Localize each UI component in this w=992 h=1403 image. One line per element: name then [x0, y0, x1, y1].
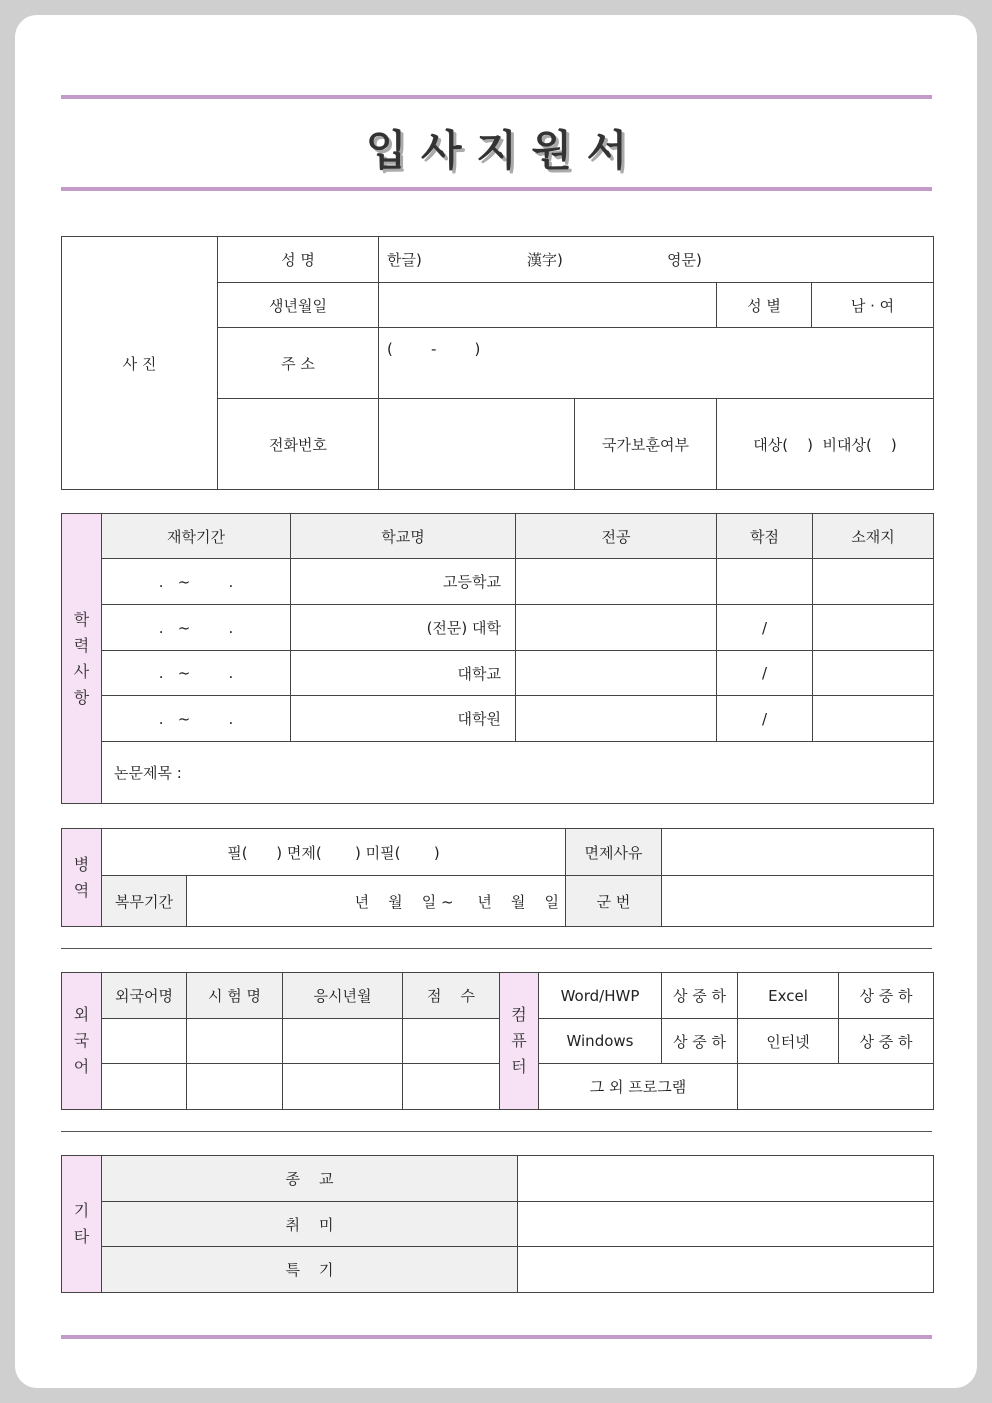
lang-header-name: 외국어명	[102, 973, 187, 1019]
lang-test-field[interactable]	[187, 1019, 283, 1064]
photo-box[interactable]	[62, 237, 218, 490]
computer-item-windows: Windows	[539, 1019, 662, 1064]
education-section-label: 학력사항	[62, 514, 102, 804]
edu-school-field[interactable]: (전문) 대학	[291, 605, 516, 651]
language-section-label: 외국어	[62, 973, 102, 1110]
edu-header-gpa: 학점	[717, 514, 813, 559]
edu-period-field[interactable]: . ~ .	[102, 696, 291, 742]
table-row	[62, 696, 934, 742]
lang-name-field[interactable]	[102, 1019, 187, 1064]
address-field[interactable]: ( - )	[379, 328, 934, 399]
thesis-label: 논문제목 :	[114, 764, 182, 782]
computer-item-internet: 인터넷	[738, 1019, 839, 1064]
name-english-label: 영문)	[667, 251, 702, 269]
language-computer-table	[61, 972, 934, 1110]
divider	[61, 948, 932, 949]
edu-header-major: 전공	[516, 514, 717, 559]
edu-gpa-field[interactable]: /	[717, 651, 813, 696]
lang-header-score: 점 수	[403, 973, 500, 1019]
edu-major-field[interactable]	[516, 696, 717, 742]
table-row	[62, 605, 934, 651]
military-table	[61, 828, 934, 927]
other-program-label: 그 외 프로그램	[539, 1064, 738, 1110]
lang-date-field[interactable]	[283, 1019, 403, 1064]
edu-major-field[interactable]	[516, 559, 717, 605]
photo-label: 사 진	[122, 354, 157, 373]
other-program-field[interactable]	[738, 1064, 934, 1110]
computer-level-word[interactable]: 상 중 하	[662, 973, 738, 1019]
divider	[61, 1131, 932, 1132]
address-label: 주 소	[218, 328, 379, 399]
hobby-label: 취 미	[102, 1202, 518, 1247]
religion-field[interactable]	[518, 1156, 934, 1202]
edu-gpa-field[interactable]	[717, 559, 813, 605]
gender-label: 성 별	[717, 283, 812, 328]
computer-section-label: 컴퓨터	[500, 973, 539, 1110]
computer-item-word: Word/HWP	[539, 973, 662, 1019]
edu-header-period: 재학기간	[102, 514, 291, 559]
religion-label: 종 교	[102, 1156, 518, 1202]
service-period-label: 복무기간	[102, 876, 187, 927]
lang-score-field[interactable]	[403, 1019, 500, 1064]
serial-number-field[interactable]	[662, 876, 934, 927]
name-field[interactable]	[379, 237, 934, 283]
edu-school-field[interactable]: 고등학교	[291, 559, 516, 605]
exemption-reason-field[interactable]	[662, 829, 934, 876]
personal-info-table	[61, 236, 934, 490]
lang-header-date: 응시년월	[283, 973, 403, 1019]
edu-header-location: 소재지	[813, 514, 934, 559]
edu-gpa-field[interactable]: /	[717, 605, 813, 651]
phone-field[interactable]	[379, 399, 575, 490]
skill-field[interactable]	[518, 1247, 934, 1293]
edu-major-field[interactable]	[516, 651, 717, 696]
etc-section-label: 기타	[62, 1156, 102, 1293]
education-table	[61, 513, 934, 804]
bottom-rule	[61, 1335, 932, 1339]
birth-label: 생년월일	[218, 283, 379, 328]
computer-level-internet[interactable]: 상 중 하	[839, 1019, 934, 1064]
etc-table	[61, 1155, 934, 1293]
table-row	[62, 559, 934, 605]
edu-location-field[interactable]	[813, 559, 934, 605]
edu-period-field[interactable]: . ~ .	[102, 651, 291, 696]
thesis-field[interactable]	[102, 742, 934, 804]
military-section-label: 병역	[62, 829, 102, 927]
skill-label: 특 기	[102, 1247, 518, 1293]
computer-level-excel[interactable]: 상 중 하	[839, 973, 934, 1019]
name-label: 성 명	[218, 237, 379, 283]
military-status-field[interactable]: 필( ) 면제( ) 미필( )	[102, 829, 566, 876]
title-bottom-rule	[61, 187, 932, 191]
birth-field[interactable]	[379, 283, 717, 328]
edu-period-field[interactable]: . ~ .	[102, 605, 291, 651]
name-hangul-label: 한글)	[387, 251, 422, 269]
computer-item-excel: Excel	[738, 973, 839, 1019]
table-row	[62, 651, 934, 696]
page-title: 입 사 지 원 서	[365, 126, 628, 175]
edu-gpa-field[interactable]: /	[717, 696, 813, 742]
name-hanja-label: 漢字)	[527, 251, 563, 269]
edu-location-field[interactable]	[813, 605, 934, 651]
edu-location-field[interactable]	[813, 696, 934, 742]
phone-label: 전화번호	[218, 399, 379, 490]
edu-school-field[interactable]: 대학원	[291, 696, 516, 742]
exemption-reason-label: 면제사유	[566, 829, 662, 876]
edu-header-school: 학교명	[291, 514, 516, 559]
lang-name-field[interactable]	[102, 1064, 187, 1110]
title-top-rule	[61, 95, 932, 99]
computer-level-windows[interactable]: 상 중 하	[662, 1019, 738, 1064]
lang-header-test: 시 험 명	[187, 973, 283, 1019]
edu-location-field[interactable]	[813, 651, 934, 696]
serial-number-label: 군 번	[566, 876, 662, 927]
hobby-field[interactable]	[518, 1202, 934, 1247]
lang-test-field[interactable]	[187, 1064, 283, 1110]
service-period-field[interactable]: 년 월 일 ~ 년 월 일	[187, 876, 566, 927]
gender-field[interactable]: 남 · 여	[812, 283, 934, 328]
lang-score-field[interactable]	[403, 1064, 500, 1110]
veteran-field[interactable]: 대상( ) 비대상( )	[717, 399, 934, 490]
lang-date-field[interactable]	[283, 1064, 403, 1110]
edu-school-field[interactable]: 대학교	[291, 651, 516, 696]
veteran-label: 국가보훈여부	[575, 399, 717, 490]
edu-period-field[interactable]: . ~ .	[102, 559, 291, 605]
edu-major-field[interactable]	[516, 605, 717, 651]
